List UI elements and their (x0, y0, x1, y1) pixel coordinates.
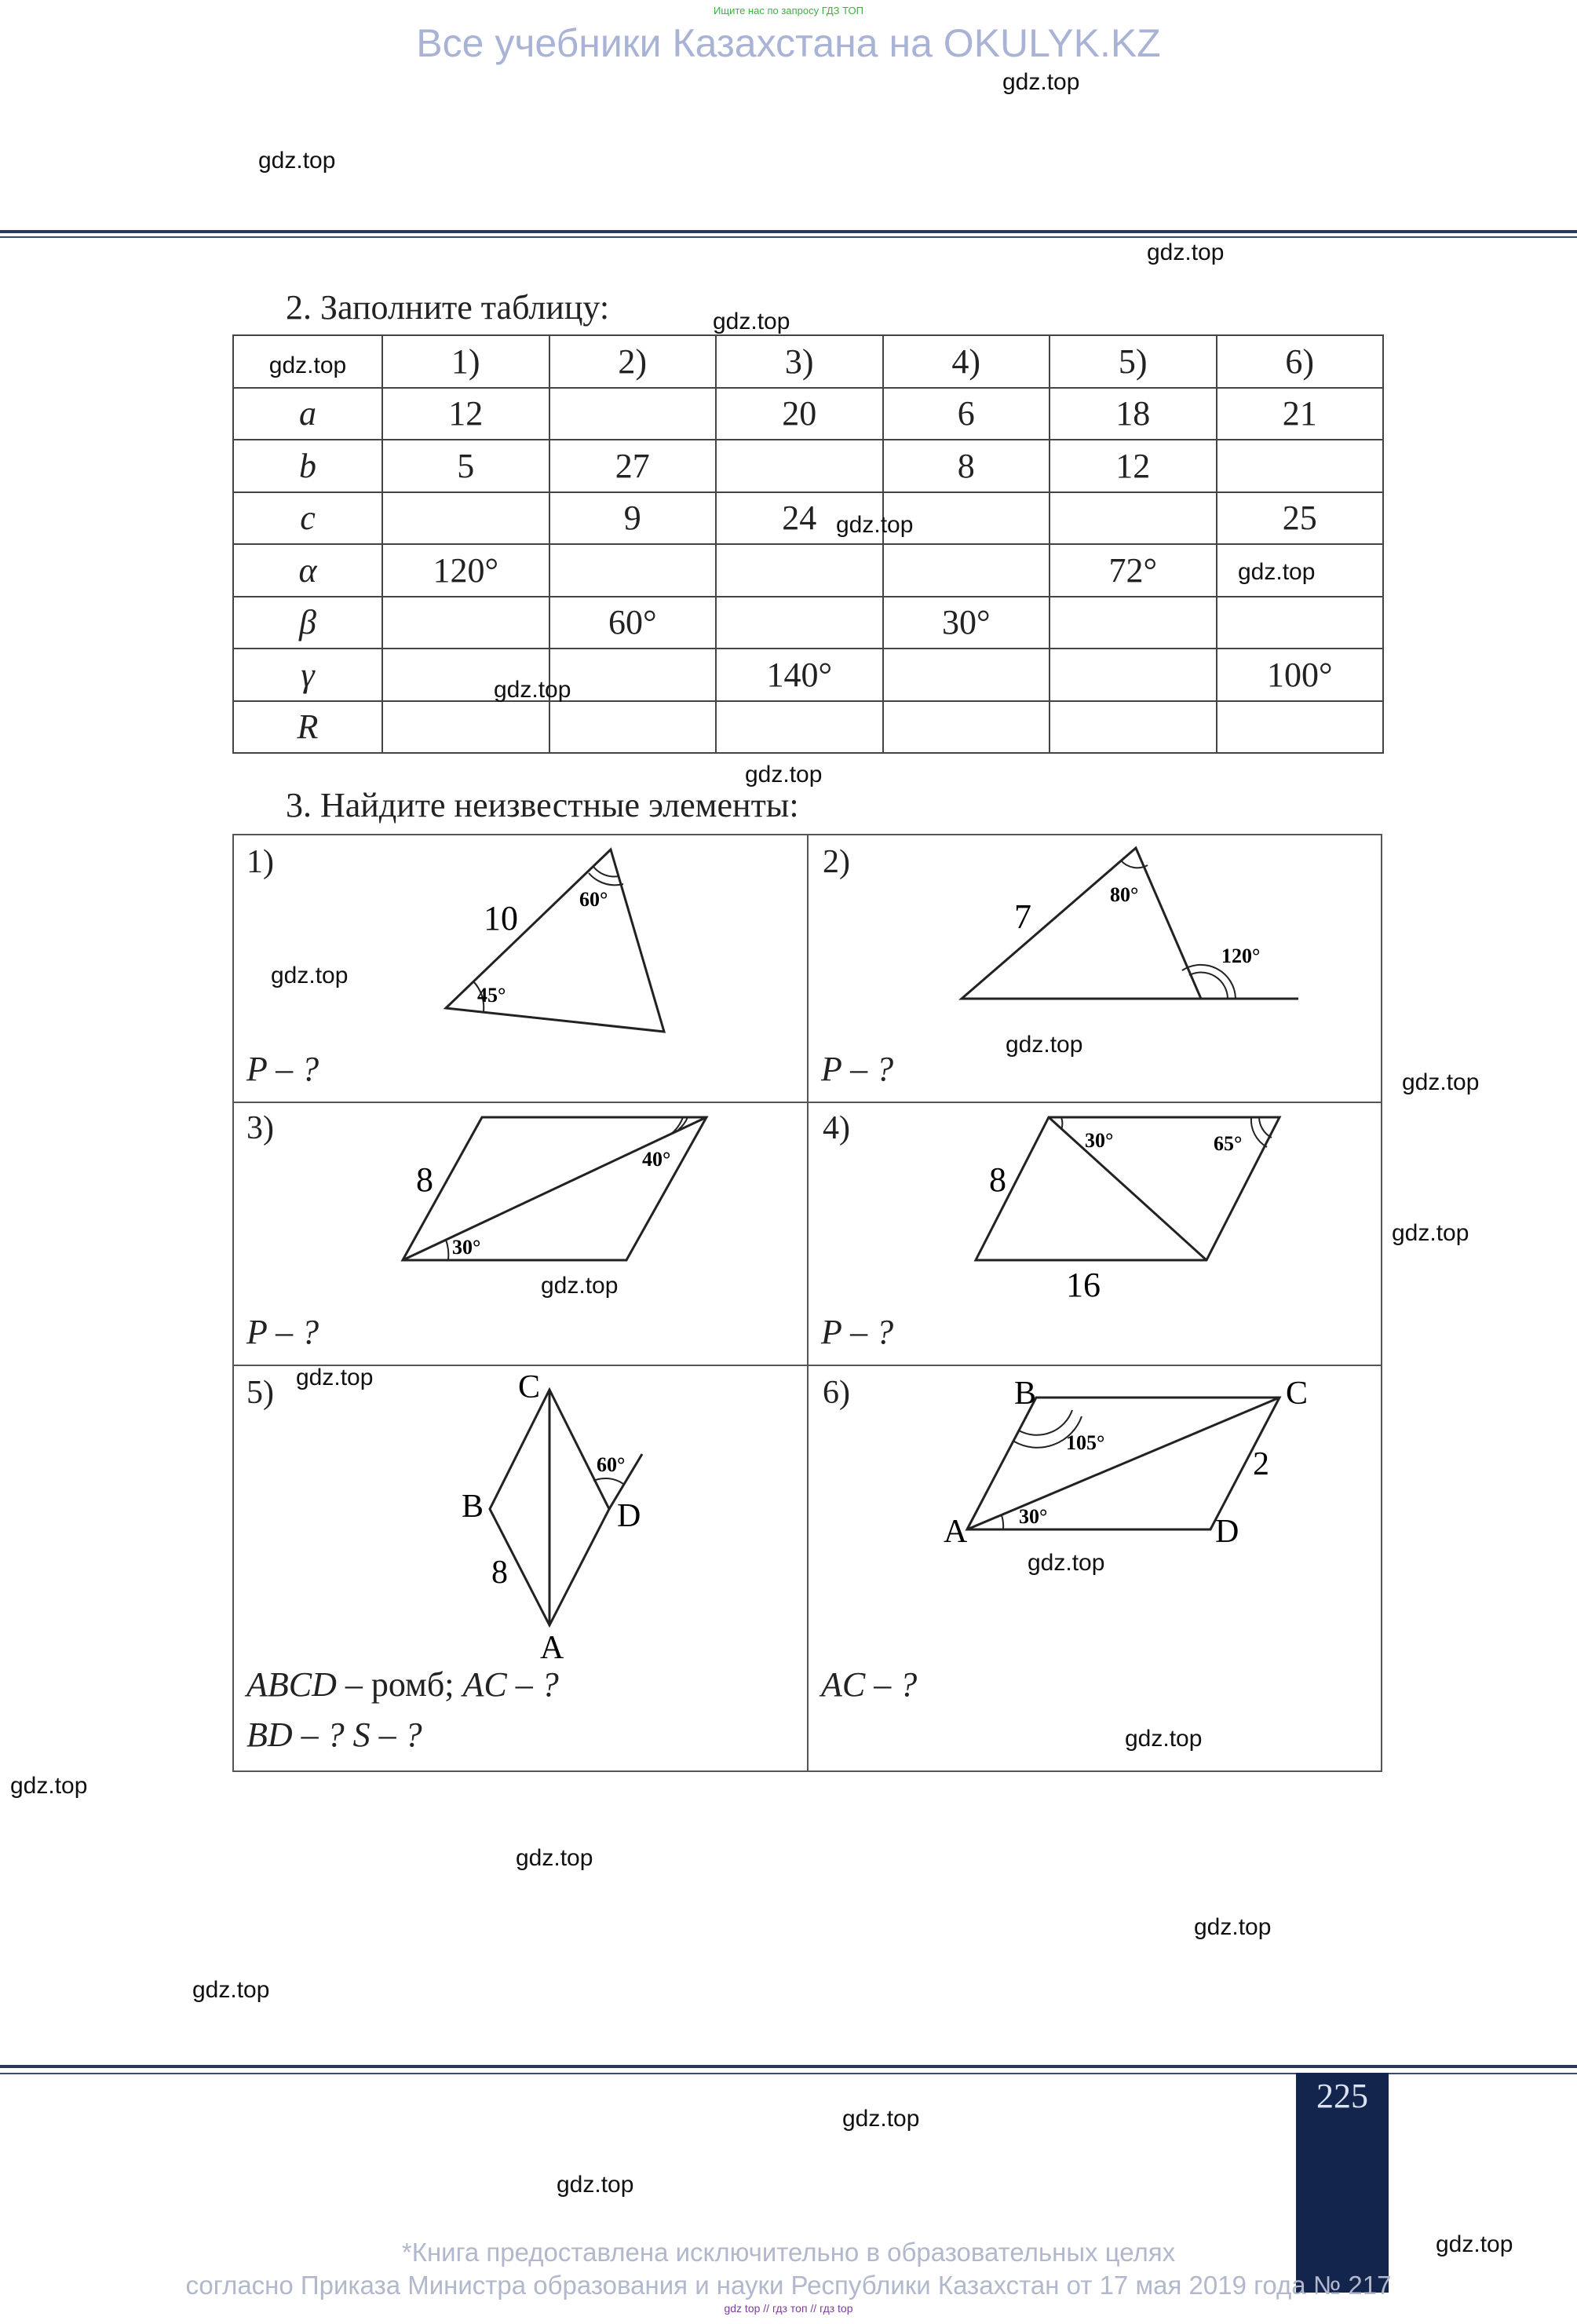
angle-label: 80° (1110, 883, 1139, 906)
table-cell (1050, 597, 1217, 649)
table-row (233, 492, 1383, 545)
side-label: 8 (491, 1555, 508, 1591)
row-label: a (233, 388, 382, 440)
parallelogram-figure (809, 1103, 1382, 1366)
vertex-label: A (944, 1514, 968, 1550)
table-cell: 25 (1217, 492, 1384, 545)
task2-table (232, 334, 1384, 754)
question-label: P – ? (821, 1050, 894, 1088)
side-label: 8 (989, 1160, 1006, 1199)
angle-label: 60° (579, 888, 608, 911)
row-label: β (233, 597, 382, 649)
watermark: gdz.top (1028, 1550, 1105, 1576)
angle-label: 60° (597, 1453, 626, 1476)
watermark: gdz.top (516, 1845, 593, 1871)
table-cell (549, 701, 717, 754)
triangle-figure (809, 835, 1382, 1102)
top-divider-thin (0, 236, 1577, 238)
table-cell: 12 (382, 388, 549, 440)
side-label: 7 (1014, 897, 1031, 936)
watermark: gdz.top (10, 1773, 88, 1799)
table-cell (382, 597, 549, 649)
angle-label: 65° (1214, 1132, 1243, 1155)
vertex-label: B (1014, 1376, 1037, 1412)
angle-label: 40° (642, 1148, 671, 1171)
search-hint: Ищите нас по запросу ГДЗ ТОП (714, 5, 863, 16)
table-cell: 18 (1050, 388, 1217, 440)
table-cell (549, 388, 717, 440)
table-cell: 120° (382, 544, 549, 597)
problem-number: 1) (246, 844, 274, 880)
angle-label: 30° (1019, 1505, 1048, 1528)
watermark: gdz.top (745, 762, 823, 787)
watermark: gdz.top (1392, 1220, 1469, 1246)
question-label: BD – ? S – ? (246, 1716, 422, 1754)
table-cell: 60° (549, 597, 717, 649)
column-header: 2) (549, 335, 717, 388)
problem-number: 6) (823, 1375, 850, 1411)
problem-number: 3) (246, 1110, 274, 1146)
vertex-label: B (462, 1489, 484, 1525)
rhombus-figure (234, 1366, 807, 1770)
question-label: ABCD – ромб; AC – ? (246, 1665, 559, 1704)
table-row (233, 701, 1383, 754)
table-cell: 100° (1217, 649, 1384, 701)
table-corner-cell: gdz.top (233, 335, 382, 388)
table-cell: 20 (716, 388, 883, 440)
table-cell: 72° (1050, 544, 1217, 597)
bottom-divider (0, 2065, 1577, 2068)
table-cell: 9 (549, 492, 717, 545)
table-row (233, 388, 1383, 440)
watermark: gdz.top (1194, 1914, 1272, 1940)
table-cell (716, 440, 883, 492)
table-cell: 27 (549, 440, 717, 492)
task2-heading: 2. Заполните таблицу: (286, 288, 610, 327)
problem-panel-2 (807, 834, 1382, 1103)
watermark: gdz.top (1147, 239, 1225, 265)
watermark: gdz.top (842, 2106, 920, 2132)
footer-note: *Книга предоставлена исключительно в образовательных целях (401, 2238, 1176, 2267)
table-cell (716, 701, 883, 754)
table-cell: 21 (1217, 388, 1384, 440)
problem-panel-3 (232, 1102, 809, 1366)
table-cell: 30° (883, 597, 1050, 649)
question-label: AC – ? (821, 1665, 918, 1704)
watermark: gdz.top (1002, 69, 1080, 95)
vertex-label: C (518, 1369, 541, 1405)
angle-label: 30° (452, 1236, 481, 1259)
watermark: gdz.top (1006, 1032, 1083, 1058)
site-banner-link[interactable]: Все учебники Казахстана на OKULYK.KZ (416, 21, 1161, 65)
table-cell (382, 492, 549, 545)
table-cell: 12 (1050, 440, 1217, 492)
table-cell: 140° (716, 649, 883, 701)
angle-label: 45° (477, 984, 506, 1007)
side-label: 2 (1253, 1446, 1269, 1482)
table-cell (1217, 597, 1384, 649)
watermark: gdz.top (296, 1365, 374, 1390)
table-row (233, 544, 1383, 597)
table-cell (883, 701, 1050, 754)
watermark: gdz.top (1436, 2231, 1513, 2257)
table-cell: 24 (716, 492, 883, 545)
watermark: gdz.top (1238, 559, 1316, 585)
table-cell (549, 544, 717, 597)
footer-links[interactable]: gdz top // гдз топ // гдз top (724, 2302, 853, 2315)
side-label: 8 (416, 1160, 433, 1199)
task3-heading: 3. Найдите неизвестные элементы: (286, 786, 799, 824)
watermark: gdz.top (271, 963, 349, 988)
table-cell (1050, 492, 1217, 545)
table-row (233, 597, 1383, 649)
table-cell: 8 (883, 440, 1050, 492)
table-cell (382, 701, 549, 754)
question-label: P – ? (246, 1050, 319, 1088)
row-label: R (233, 701, 382, 754)
row-label: b (233, 440, 382, 492)
problem-panel-5 (232, 1365, 809, 1772)
vertex-label: C (1286, 1376, 1309, 1412)
problem-number: 4) (823, 1110, 850, 1146)
column-header: 1) (382, 335, 549, 388)
column-header: 6) (1217, 335, 1384, 388)
table-header-row (233, 335, 1383, 388)
problem-number: 5) (246, 1375, 274, 1411)
row-label: γ (233, 649, 382, 701)
table-cell (1217, 701, 1384, 754)
watermark: gdz.top (836, 512, 914, 538)
table-cell (1050, 649, 1217, 701)
watermark: gdz.top (541, 1273, 619, 1299)
table-row (233, 440, 1383, 492)
angle-label: 30° (1085, 1129, 1114, 1152)
problem-number: 2) (823, 844, 850, 880)
angle-label: 120° (1221, 945, 1261, 967)
watermark: gdz.top (713, 309, 790, 334)
table-cell (883, 544, 1050, 597)
watermark: gdz.top (1125, 1726, 1203, 1752)
row-label: c (233, 492, 382, 545)
column-header: 4) (883, 335, 1050, 388)
table-row (233, 649, 1383, 701)
table-cell (716, 597, 883, 649)
table-cell (1217, 440, 1384, 492)
vertex-label: A (540, 1630, 564, 1666)
table-cell (716, 544, 883, 597)
vertex-label: D (617, 1498, 641, 1534)
parallelogram-figure (234, 1103, 807, 1366)
table-cell (1050, 701, 1217, 754)
row-label: α (233, 544, 382, 597)
watermark: gdz.top (258, 148, 336, 174)
problem-panel-4 (807, 1102, 1382, 1366)
angle-label: 105° (1066, 1431, 1105, 1454)
vertex-label: D (1215, 1514, 1239, 1550)
question-label: P – ? (821, 1313, 894, 1351)
column-header: 5) (1050, 335, 1217, 388)
table-cell: 6 (883, 388, 1050, 440)
watermark: gdz.top (494, 677, 571, 703)
table-cell: 5 (382, 440, 549, 492)
side-label: 10 (484, 899, 518, 937)
watermark: gdz.top (192, 1977, 270, 2003)
column-header: 3) (716, 335, 883, 388)
page-number: 225 (1316, 2077, 1368, 2115)
question-label: P – ? (246, 1313, 319, 1351)
table-cell (883, 649, 1050, 701)
watermark: gdz.top (1402, 1069, 1480, 1095)
table-cell (549, 649, 717, 701)
side-label: 16 (1066, 1266, 1101, 1304)
footer-note: согласно Приказа Министра образования и науки Республики Казахстан от 17 мая 2019 года № 217 (185, 2271, 1392, 2300)
watermark: gdz.top (557, 2172, 634, 2198)
top-divider (0, 230, 1577, 233)
